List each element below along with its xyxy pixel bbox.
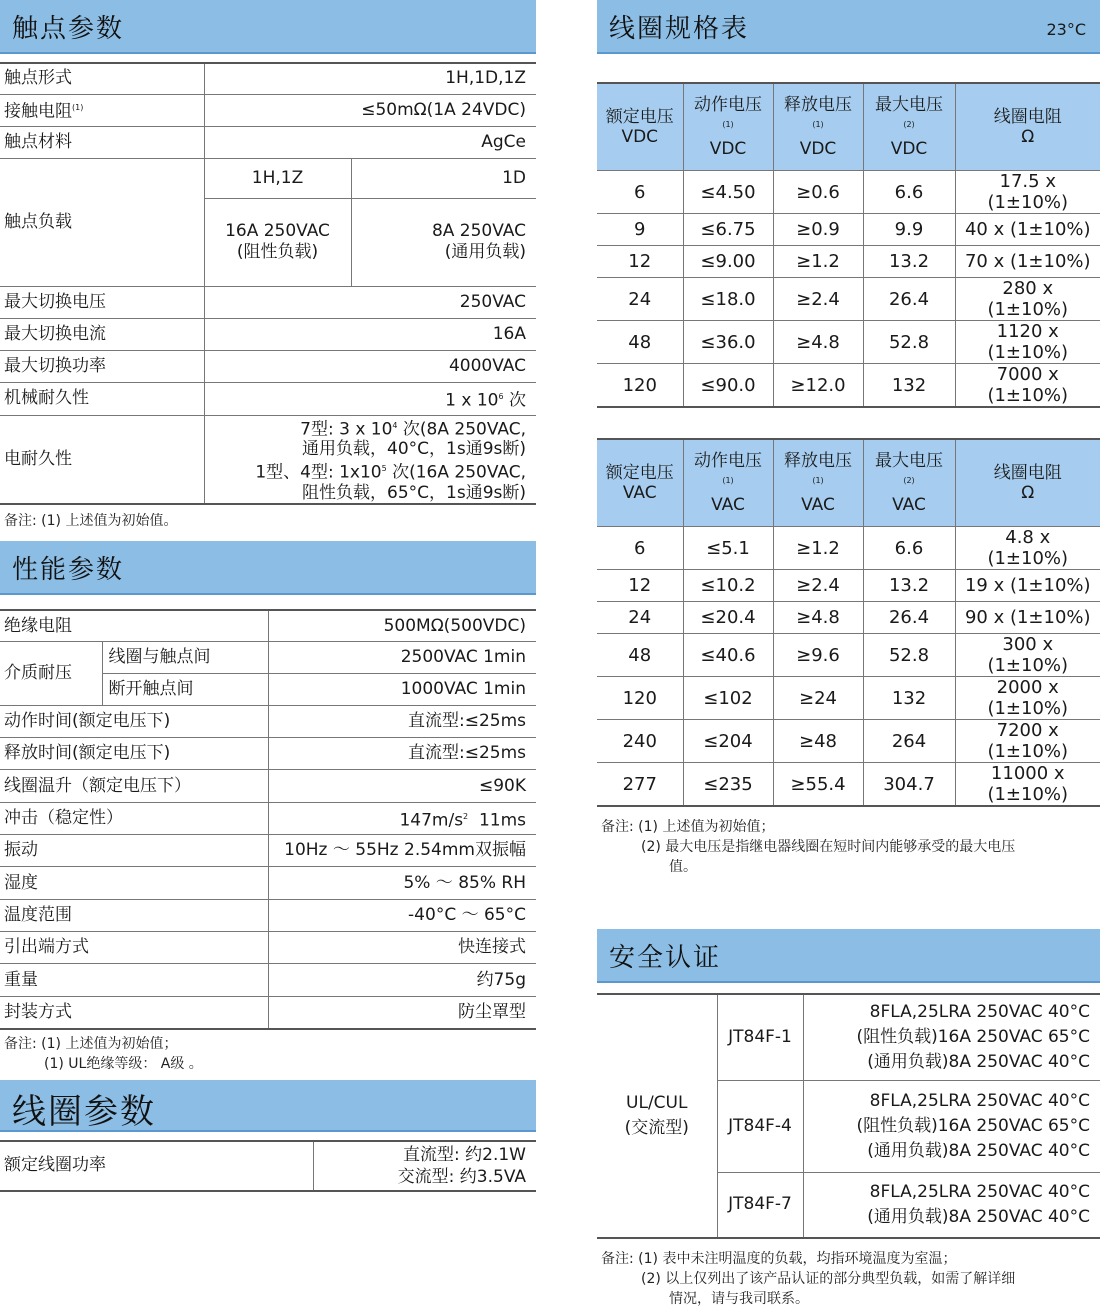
table-row bbox=[0, 770, 536, 803]
table-cell: ≥2.4 bbox=[773, 278, 863, 321]
table-row bbox=[0, 610, 536, 642]
table-cell: ≤90.0 bbox=[683, 364, 773, 408]
table-row bbox=[597, 763, 1100, 807]
table-row bbox=[0, 94, 536, 126]
release-time-label: 释放时间(额定电压下) bbox=[0, 738, 268, 770]
table-cell: ≤204 bbox=[683, 720, 773, 763]
table-cell: ≤10.2 bbox=[683, 570, 773, 602]
table-cell: ≤36.0 bbox=[683, 321, 773, 364]
terminal-value: 快连接式 bbox=[268, 932, 536, 964]
table-row bbox=[597, 214, 1100, 246]
table-cell: 6 bbox=[597, 527, 683, 570]
table-row bbox=[597, 364, 1100, 408]
table-cell: 40 x (1±10%) bbox=[955, 214, 1100, 246]
col-max-voltage: 最大电压$^{(2)}$ VAC bbox=[863, 439, 955, 527]
safety-table bbox=[597, 993, 1100, 1239]
table-cell: 7000 x (1±10%) bbox=[955, 364, 1100, 408]
table-row bbox=[0, 350, 536, 382]
table-cell: 304.7 bbox=[863, 763, 955, 807]
table-row bbox=[0, 706, 536, 738]
temp-rise-label: 线圈温升（额定电压下） bbox=[0, 770, 268, 803]
model-jt84f-1: JT84F-1 bbox=[717, 994, 803, 1080]
table-cell: 6.6 bbox=[863, 171, 955, 214]
table-cell: ≥2.4 bbox=[773, 570, 863, 602]
dielectric-label: 介质耐压 bbox=[0, 642, 102, 706]
table-row bbox=[597, 570, 1100, 602]
mech-endurance-value: 1 x $10^6$ 次 bbox=[204, 382, 536, 415]
loads-jt84f-4: 8FLA,25LRA 250VAC 40°C (阻性负载)16A 250VAC 65°C (通用负载)8A 250VAC 40°C bbox=[803, 1080, 1100, 1172]
contact-params-table bbox=[0, 62, 536, 505]
contact-load-label: 触点负载 bbox=[0, 158, 204, 286]
table-row bbox=[597, 321, 1100, 364]
max-current-value: 16A bbox=[204, 318, 536, 350]
table-cell: ≤6.75 bbox=[683, 214, 773, 246]
coil-spec-note: 备注: (1) 上述值为初始值； (2) 最大电压是指继电器线圈在短时间内能够承受的最大电压 值。 bbox=[601, 819, 1016, 875]
table-cell: 90 x (1±10%) bbox=[955, 602, 1100, 634]
table-cell: ≥1.2 bbox=[773, 246, 863, 278]
mech-endurance-label: 机械耐久性 bbox=[0, 382, 204, 415]
table-cell: ≤18.0 bbox=[683, 278, 773, 321]
table-row bbox=[0, 126, 536, 158]
table-cell: 52.8 bbox=[863, 634, 955, 677]
table-cell: ≥1.2 bbox=[773, 527, 863, 570]
safety-section-title: 安全认证 bbox=[609, 943, 722, 973]
humidity-label: 湿度 bbox=[0, 867, 268, 900]
table-row bbox=[0, 286, 536, 318]
table-row bbox=[597, 994, 1100, 1080]
table-cell: 12 bbox=[597, 570, 683, 602]
col-operate-voltage: 动作电压$^{(1)}$ VAC bbox=[683, 439, 773, 527]
left-column bbox=[0, 0, 536, 1192]
dielectric-sub1: 线圈与触点间 bbox=[102, 642, 268, 674]
table-row bbox=[0, 158, 536, 198]
table-cell: 2000 x (1±10%) bbox=[955, 677, 1100, 720]
table-row bbox=[597, 634, 1100, 677]
table-cell: 24 bbox=[597, 602, 683, 634]
col-coil-resistance: 线圈电阻 Ω bbox=[955, 83, 1100, 171]
table-cell: ≥4.8 bbox=[773, 321, 863, 364]
safety-section-header bbox=[597, 929, 1100, 983]
table-cell: ≤20.4 bbox=[683, 602, 773, 634]
table-cell: ≥12.0 bbox=[773, 364, 863, 408]
table-cell: ≥0.9 bbox=[773, 214, 863, 246]
table-cell: 9 bbox=[597, 214, 683, 246]
coil-section-header bbox=[0, 1080, 536, 1132]
table-cell: ≥55.4 bbox=[773, 763, 863, 807]
table-cell: ≤235 bbox=[683, 763, 773, 807]
max-current-label: 最大切换电流 bbox=[0, 318, 204, 350]
shock-value: $147m/s^2$ 11ms bbox=[268, 803, 536, 835]
package-label: 封装方式 bbox=[0, 997, 268, 1029]
ambient-temp: 23°C bbox=[1046, 20, 1086, 39]
table-row bbox=[0, 932, 536, 964]
table-cell: ≤102 bbox=[683, 677, 773, 720]
table-row bbox=[597, 278, 1100, 321]
coil-section-title: 线圈参数 bbox=[12, 1091, 156, 1132]
table-cell: 26.4 bbox=[863, 602, 955, 634]
table-row bbox=[0, 415, 536, 504]
temp-rise-value: ≤90K bbox=[268, 770, 536, 803]
table-cell: 4.8 x (1±10%) bbox=[955, 527, 1100, 570]
contact-load-col2: 1D bbox=[351, 158, 536, 198]
table-cell: 9.9 bbox=[863, 214, 955, 246]
weight-label: 重量 bbox=[0, 964, 268, 997]
table-cell: ≥0.6 bbox=[773, 171, 863, 214]
coil-power-value: 直流型: 约2.1W 交流型: 约3.5VA bbox=[313, 1141, 536, 1191]
operate-time-value: 直流型:≤25ms bbox=[268, 706, 536, 738]
table-cell: 280 x (1±10%) bbox=[955, 278, 1100, 321]
table-cell: 120 bbox=[597, 364, 683, 408]
dielectric-val2: 1000VAC 1min bbox=[268, 674, 536, 706]
loads-jt84f-1: 8FLA,25LRA 250VAC 40°C (阻性负载)16A 250VAC 65°C (通用负载)8A 250VAC 40°C bbox=[803, 994, 1100, 1080]
table-cell: 264 bbox=[863, 720, 955, 763]
table-row bbox=[0, 382, 536, 415]
release-time-value: 直流型:≤25ms bbox=[268, 738, 536, 770]
table-cell: ≥9.6 bbox=[773, 634, 863, 677]
contact-section-title: 触点参数 bbox=[12, 14, 125, 44]
table-row bbox=[0, 642, 536, 674]
max-voltage-label: 最大切换电压 bbox=[0, 286, 204, 318]
contact-form-value: 1H,1D,1Z bbox=[204, 63, 536, 94]
table-row bbox=[0, 867, 536, 900]
coil-spec-header bbox=[597, 0, 1100, 54]
table-cell: 240 bbox=[597, 720, 683, 763]
model-jt84f-4: JT84F-4 bbox=[717, 1080, 803, 1172]
contact-load-col1: 1H,1Z bbox=[204, 158, 351, 198]
table-cell: ≤5.1 bbox=[683, 527, 773, 570]
table-cell: 132 bbox=[863, 677, 955, 720]
table-cell: 132 bbox=[863, 364, 955, 408]
terminal-label: 引出端方式 bbox=[0, 932, 268, 964]
table-cell: 7200 x (1±10%) bbox=[955, 720, 1100, 763]
table-cell: 52.8 bbox=[863, 321, 955, 364]
table-row bbox=[0, 997, 536, 1029]
table-cell: 120 bbox=[597, 677, 683, 720]
table-cell: 48 bbox=[597, 321, 683, 364]
contact-section-header bbox=[0, 0, 536, 54]
elec-endurance-value: 7型: 3 x $10^4$ 次(8A 250VAC, 通用负载，40°C，1s通9s断) 1型、4型: $1x10^5$ 次(16A 250VAC, 阻性负载，65°C，1s通9s断) bbox=[204, 415, 536, 504]
table-cell: ≥48 bbox=[773, 720, 863, 763]
coil-power-label: 额定线圈功率 bbox=[0, 1141, 313, 1191]
dc-header-row bbox=[597, 83, 1100, 171]
right-column bbox=[597, 0, 1100, 1309]
table-row bbox=[0, 900, 536, 932]
table-row bbox=[597, 171, 1100, 214]
table-cell: 300 x (1±10%) bbox=[955, 634, 1100, 677]
table-cell: ≤4.50 bbox=[683, 171, 773, 214]
table-cell: 48 bbox=[597, 634, 683, 677]
insulation-label: 绝缘电阻 bbox=[0, 610, 268, 642]
performance-section-header bbox=[0, 541, 536, 595]
model-jt84f-7: JT84F-7 bbox=[717, 1172, 803, 1238]
safety-note: 备注: (1) 表中未注明温度的负载，均指环境温度为室温； (2) 以上仅列出了该产品认证的部分典型负载，如需了解详细 情况，请与我司联系。 bbox=[601, 1251, 1016, 1307]
dielectric-val1: 2500VAC 1min bbox=[268, 642, 536, 674]
temp-range-label: 温度范围 bbox=[0, 900, 268, 932]
col-release-voltage: 释放电压$^{(1)}$ VAC bbox=[773, 439, 863, 527]
col-release-voltage: 释放电压$^{(1)}$ VDC bbox=[773, 83, 863, 171]
table-row bbox=[0, 318, 536, 350]
table-row bbox=[0, 1141, 536, 1191]
contact-form-label: 触点形式 bbox=[0, 63, 204, 94]
vibration-label: 振动 bbox=[0, 835, 268, 867]
table-cell: 24 bbox=[597, 278, 683, 321]
contact-material-label: 触点材料 bbox=[0, 126, 204, 158]
max-voltage-value: 250VAC bbox=[204, 286, 536, 318]
contact-material-value: AgCe bbox=[204, 126, 536, 158]
table-cell: 13.2 bbox=[863, 246, 955, 278]
shock-label: 冲击（稳定性） bbox=[0, 803, 268, 835]
table-row bbox=[0, 835, 536, 867]
table-row bbox=[597, 602, 1100, 634]
contact-note: 备注: (1) 上述值为初始值。 bbox=[4, 512, 178, 529]
table-cell: 26.4 bbox=[863, 278, 955, 321]
table-row bbox=[597, 677, 1100, 720]
coil-spec-title: 线圈规格表 bbox=[609, 14, 750, 44]
table-cell: 277 bbox=[597, 763, 683, 807]
ac-coil-table bbox=[597, 438, 1100, 807]
max-power-value: 4000VAC bbox=[204, 350, 536, 382]
table-cell: 13.2 bbox=[863, 570, 955, 602]
col-rated-voltage: 额定电压 VAC bbox=[597, 439, 683, 527]
vibration-value: 10Hz ～ 55Hz 2.54mm双振幅 bbox=[268, 835, 536, 867]
humidity-value: 5% ～ 85% RH bbox=[268, 867, 536, 900]
loads-jt84f-7: 8FLA,25LRA 250VAC 40°C (通用负载)8A 250VAC 40°C bbox=[803, 1172, 1100, 1238]
max-power-label: 最大切换功率 bbox=[0, 350, 204, 382]
table-cell: 12 bbox=[597, 246, 683, 278]
insulation-value: 500MΩ(500VDC) bbox=[268, 610, 536, 642]
table-row bbox=[0, 63, 536, 94]
performance-section-title: 性能参数 bbox=[12, 554, 125, 585]
col-coil-resistance: 线圈电阻 Ω bbox=[955, 439, 1100, 527]
table-row bbox=[597, 246, 1100, 278]
package-value: 防尘罩型 bbox=[268, 997, 536, 1029]
contact-load-value2: 8A 250VAC (通用负载) bbox=[351, 198, 536, 286]
performance-note: 备注: (1) 上述值为初始值； (1) UL绝缘等级： A级 。 bbox=[4, 1035, 203, 1072]
table-cell: ≥24 bbox=[773, 677, 863, 720]
table-cell: ≤9.00 bbox=[683, 246, 773, 278]
performance-params-table bbox=[0, 609, 536, 1030]
dielectric-sub2: 断开触点间 bbox=[102, 674, 268, 706]
table-cell: 1120 x (1±10%) bbox=[955, 321, 1100, 364]
col-max-voltage: 最大电压$^{(2)}$ VDC bbox=[863, 83, 955, 171]
dc-coil-body bbox=[597, 171, 1100, 408]
coil-params-table bbox=[0, 1140, 536, 1192]
table-row bbox=[0, 803, 536, 835]
col-rated-voltage: 额定电压 VDC bbox=[597, 83, 683, 171]
contact-load-value1: 16A 250VAC (阻性负载) bbox=[204, 198, 351, 286]
elec-endurance-label: 电耐久性 bbox=[0, 415, 204, 504]
table-row bbox=[0, 964, 536, 997]
table-row bbox=[0, 738, 536, 770]
cert-type: UL/CUL (交流型) bbox=[597, 994, 717, 1238]
table-cell: ≤40.6 bbox=[683, 634, 773, 677]
table-cell: 70 x (1±10%) bbox=[955, 246, 1100, 278]
table-cell: 17.5 x (1±10%) bbox=[955, 171, 1100, 214]
contact-resistance-label: 接触电阻$^{(1)}$ bbox=[0, 94, 204, 126]
col-operate-voltage: 动作电压$^{(1)}$ VDC bbox=[683, 83, 773, 171]
table-row bbox=[597, 720, 1100, 763]
ac-coil-body bbox=[597, 527, 1100, 807]
temp-range-value: -40°C ～ 65°C bbox=[268, 900, 536, 932]
table-row bbox=[597, 527, 1100, 570]
ac-header-row bbox=[597, 439, 1100, 527]
table-cell: ≥4.8 bbox=[773, 602, 863, 634]
table-cell: 6.6 bbox=[863, 527, 955, 570]
weight-value: 约75g bbox=[268, 964, 536, 997]
table-cell: 19 x (1±10%) bbox=[955, 570, 1100, 602]
contact-resistance-value: ≤50mΩ(1A 24VDC) bbox=[204, 94, 536, 126]
table-cell: 11000 x (1±10%) bbox=[955, 763, 1100, 807]
dc-coil-table bbox=[597, 82, 1100, 408]
table-cell: 6 bbox=[597, 171, 683, 214]
operate-time-label: 动作时间(额定电压下) bbox=[0, 706, 268, 738]
